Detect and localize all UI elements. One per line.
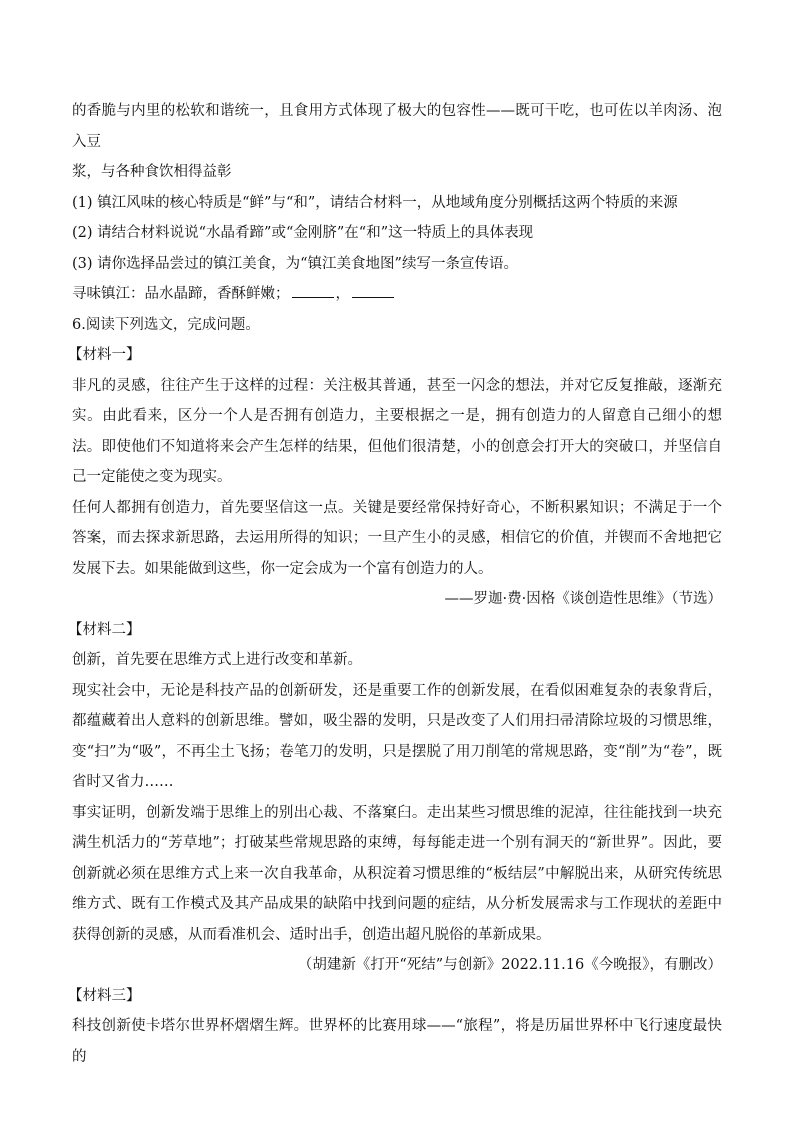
material-1-paragraph-1: 非凡的灵感，往往产生于这样的过程：关注极其普通，甚至一闪念的想法，并对它反复推敲，逐渐充实。由此看来，区分一个人是否拥有创造力，主要根据之一是，拥有创造力的人留意自己细小的想法。即使他们不知道将来会产生怎样的结果，但他们很清楚，小的创意会打开大的突破口，并坚信自己一定能使之变为现实。 [72,377,722,485]
task-6-title: 6.阅读下列选文，完成问题。 [72,316,260,333]
material-2-paragraph-3: 事实证明，创新发端于思维上的别出心裁、不落窠臼。走出某些习惯思维的泥淖，往往能找到一块充满生机活力的“芳草地”；打破某些常规思路的束缚，每每能走进一个别有洞天的“新世界”。因此，要创新就必须在思维方式上来一次自我革命，从积淀着习惯思维的“板结层”中解脱出来，从研究传统思维方式、既有工作模式及其产品成果的缺陷中找到问题的症结，从分析发展需求与工作现状的差距中获得创新的灵感，从而看准机会、适时出手，创造出超凡脱俗的革新成果。 [72,804,722,943]
material-1-source: ——罗迦·费·因格《谈创造性思维》（节选） [444,591,722,607]
answer-blank-2[interactable] [352,281,394,298]
material-2-source: （胡建新《打开“死结”与创新》2022.11.16《今晚报》，有删改） [297,957,722,973]
material-3-heading: 【材料三】 [68,987,141,1004]
material-2-paragraph-1: 创新，首先要在思维方式上进行改变和革新。 [72,652,362,668]
material-1-paragraph-2: 任何人都拥有创造力，首先要坚信这一点。关键是要经常保持好奇心，不断积累知识；不满足于一个答案，而去探求新思路，去运用所得的知识；一旦产生小的灵感，相信它的价值，并锲而不舍地把它发展下去。如果能做到这些，你一定会成为一个富有创造力的人。 [72,499,722,577]
slogan-prefix: 寻味镇江：品水晶蹄，香酥鲜嫩； [72,286,290,302]
intro-line-1: 的香脆与内里的松软和谐统一，且食用方式体现了极大的包容性——既可干吃，也可佐以羊肉汤、泡入豆 [72,103,722,150]
material-2-heading: 【材料二】 [68,621,141,638]
document-page [68,96,722,1072]
answer-blank-1[interactable] [292,281,334,298]
intro-line-2: 浆，与各种食饮相得益彰 [72,164,232,180]
material-3-paragraph-1: 科技创新使卡塔尔世界杯熠熠生辉。世界杯的比赛用球——“旅程”，将是历届世界杯中飞行速度最快的 [72,1018,722,1065]
question-2: (2) 请结合材料说说“水晶肴蹄”或“金刚脐”在“和”这一特质上的具体表现 [72,225,534,241]
material-1-heading: 【材料一】 [68,347,141,363]
question-1: (1) 镇江风味的核心特质是“鲜”与“和”，请结合材料一，从地域角度分别概括这两个特质的来源 [72,194,678,211]
slogan-separator: ， [335,286,350,302]
material-2-paragraph-2: 现实社会中，无论是科技产品的创新研发，还是重要工作的创新发展，在看似困难复杂的表象背后，都蕴藏着出人意料的创新思维。譬如，吸尘器的发明，只是改变了人们用扫帚清除垃圾的习惯思维，变“扫”为“吸”，不再尘土飞扬；卷笔刀的发明，只是摆脱了用刀削笔的常规思路，变“削”为“卷”，既省时又省力…… [72,682,722,790]
slogan-line [72,279,722,310]
question-3: (3) 请你选择品尝过的镇江美食，为“镇江美食地图”续写一条宣传语。 [72,255,518,272]
